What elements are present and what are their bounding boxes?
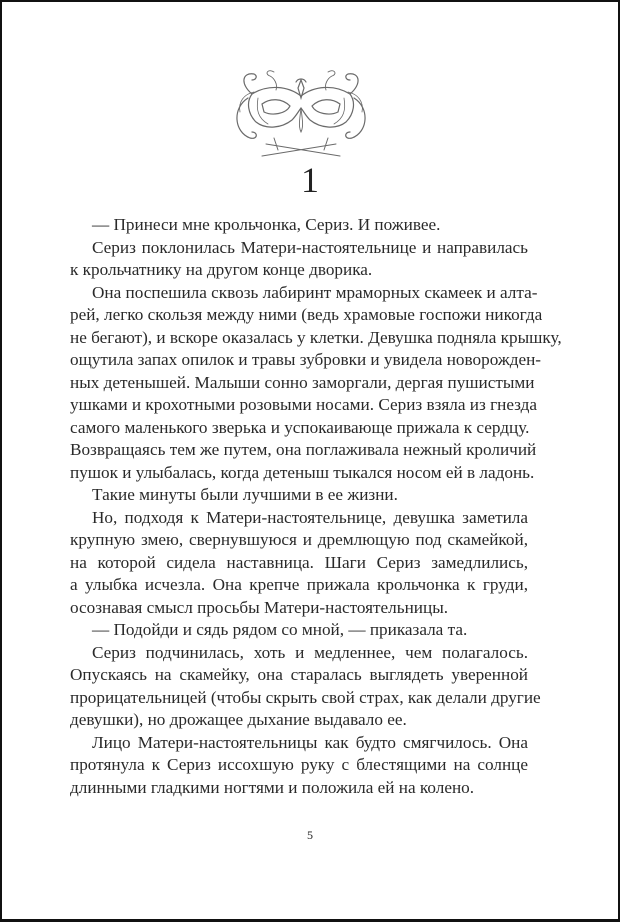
text-line: ушками и крохотными розовыми носами. Сериз взяла из гнезда [70, 395, 538, 414]
text-line: протянула к Сериз иссохшую руку с блестящими на солнце [70, 755, 528, 774]
text-line: девушки), но дрожащее дыхание выдавало ее. [70, 710, 407, 729]
text-line: Сериз поклонилась Матери-настоятельнице и направилась [92, 237, 528, 257]
text-line: на которой сидела наставница. Шаги Сериз замедлились, [70, 552, 528, 572]
text-line: самого маленького зверька и успокаивающе прижала к сердцу. [70, 417, 530, 437]
text-line: рей, легко скользя между ними (ведь храмовые госпожи никогда [70, 305, 543, 324]
paragraph [70, 214, 528, 237]
text-line: а улыбка исчезла. Она крепче прижала крольчонка к груди, [70, 575, 528, 594]
venetian-mask-ornament-icon [228, 68, 374, 160]
page-number: 5 [307, 828, 313, 842]
text-line: — Подойди и сядь рядом со мной, — приказала та. [92, 620, 468, 639]
text-line: Она поспешила сквозь лабиринт мраморных скамеек и алта- [92, 282, 538, 302]
text-line: Сериз подчинилась, хоть и медленнее, чем полагалось. [92, 642, 528, 662]
paragraph [70, 507, 528, 620]
chapter-text [70, 214, 562, 799]
paragraph [70, 282, 562, 485]
text-line: к крольчатнику на другом конце дворика. [70, 260, 373, 279]
paragraph [70, 484, 528, 507]
text-line: прорицательницей (чтобы скрыть свой страх, как делали другие [70, 687, 541, 707]
paragraph [70, 619, 528, 642]
text-line: пушок и улыбалась, когда детеныш тыкался носом ей в ладонь. [70, 462, 535, 482]
paragraph [70, 237, 528, 282]
text-line: длинными гладкими ногтями и положила ей на колено. [70, 777, 475, 797]
text-line: Лицо Матери-настоятельницы как будто смягчилось. Она [92, 732, 528, 752]
text-line: Такие минуты были лучшими в ее жизни. [92, 485, 398, 504]
text-line: — Принеси мне крольчонка, Сериз. И поживее. [92, 215, 441, 234]
text-line: ощутила запах опилок и травы зубровки и увидела новорожден- [70, 350, 542, 369]
paragraph [70, 642, 541, 732]
text-line: крупную змею, свернувшуюся и дремлющую под скамейкой, [70, 530, 528, 549]
text-line: ных детенышей. Малыши сонно заморгали, дергая пушистыми [70, 372, 535, 392]
text-line: Опускаясь на скамейку, она старалась выглядеть уверенной [70, 665, 528, 684]
text-line: Но, подходя к Матери-настоятельнице, девушка заметила [92, 507, 528, 527]
paragraph [70, 732, 528, 800]
chapter-number: 1 [301, 160, 319, 200]
text-line: не бегают), и вскоре оказалась у клетки. Девушка подняла крышку, [70, 327, 562, 347]
text-line: осознавая смысл просьбы Матери-настоятельницы. [70, 597, 449, 617]
text-line: Возвращаясь тем же путем, она поглаживала нежный кроличий [70, 440, 537, 459]
